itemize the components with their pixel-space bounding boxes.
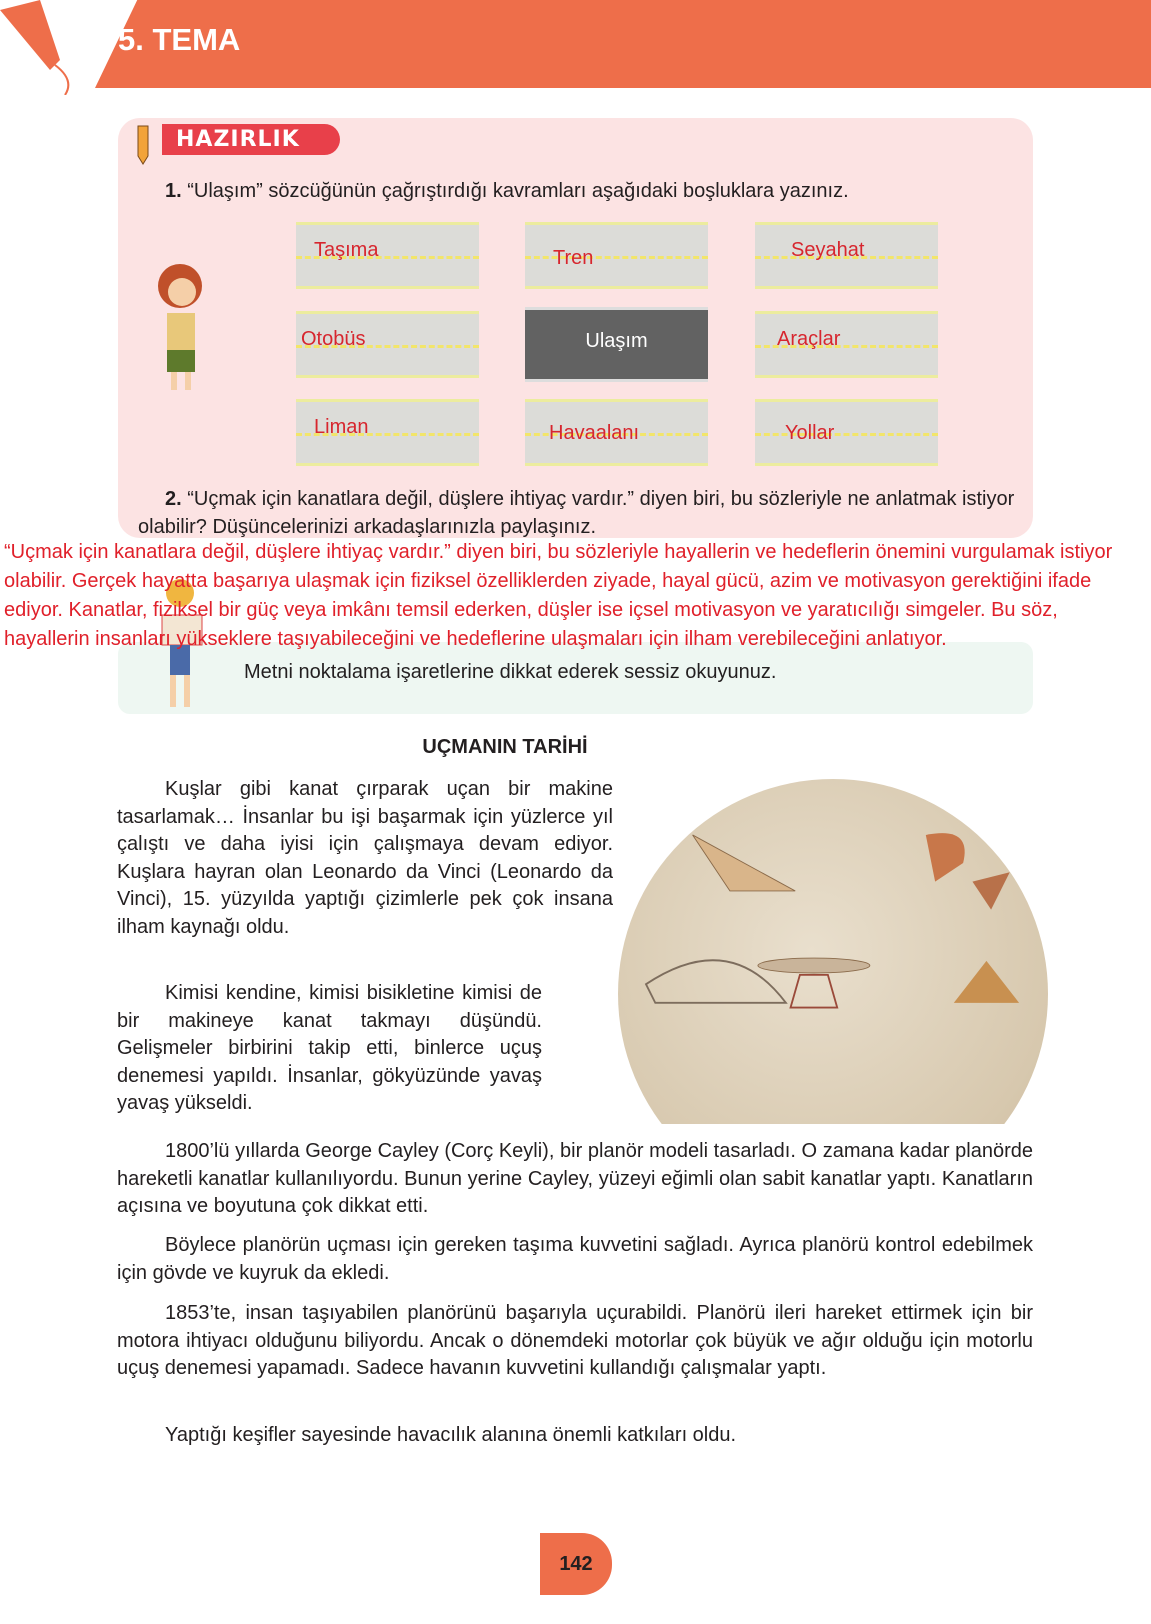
- article-title: UÇMANIN TARİHİ: [422, 736, 588, 758]
- word-cell-text: Taşıma: [314, 239, 379, 261]
- question-1-number: 1.: [165, 180, 182, 202]
- theme-title: 5. TEMA: [118, 22, 241, 57]
- boy-illustration: [145, 258, 215, 398]
- word-cell-text: Seyahat: [791, 239, 865, 261]
- page-number: 142: [559, 1553, 593, 1575]
- handwritten-answer: “Uçmak için kanatlara değil, düşlere ihtiyaç vardır.” diyen biri, bu sözleriyle hayallerin ve hedeflerin önemini vurgulamak istiyor olabilir. Gerçek hayatta başarıya ulaşmak için fiziksel özelliklerden ziyade, hayal gücü, azim ve motivasyon gerektiğini ifade ediyor. Kanatlar, fiziksel bir güç veya imkânı temsil ederken, düşler ise içsel motivasyon ve yaratıcılığı simgeler. Bu söz, hayallerin insanları yükseklere taşıyabileceğini ve hedeflerine ulaşmaları için ilham verebileceğini anlatıyor.: [4, 541, 1113, 650]
- question-2: [138, 485, 1018, 541]
- article-paragraph-4: Böylece planörün uçması için gereken taşıma kuvvetini sağladı. Ayrıca planörü kontrol edebilmek için gövde ve kuyruk da ekledi.: [117, 1234, 1033, 1284]
- word-cell-text: Otobüs: [301, 328, 366, 350]
- theme-header-bar: [95, 0, 1151, 88]
- word-cell[interactable]: [755, 399, 938, 466]
- word-cell[interactable]: [525, 399, 708, 466]
- word-cell[interactable]: [755, 222, 938, 289]
- question-1-text: “Ulaşım” sözcüğünün çağrıştırdığı kavramları aşağıdaki boşluklara yazınız.: [187, 180, 849, 202]
- word-cell[interactable]: [296, 399, 479, 466]
- word-cell[interactable]: [525, 222, 708, 289]
- word-cell[interactable]: [296, 311, 479, 378]
- badge-label: HAZIRLIK: [162, 124, 340, 155]
- word-cell[interactable]: [296, 222, 479, 289]
- center-word-text: Ulaşım: [585, 330, 648, 352]
- pencil-icon: [130, 122, 160, 166]
- article-paragraph-1: Kuşlar gibi kanat çırparak uçan bir makine tasarlamak… İnsanlar bu işi başarmak için yüzlerce yıl çalıştı ve daha iyisi için çalışmaya devam ediyor. Kuşlara hayran olan Leonardo da Vinci (Leonardo da Vinci), 15. yüzyılda yaptığı çizimlerle pek çok insana ilham kaynağı oldu.: [117, 778, 613, 938]
- word-cell-text: Araçlar: [777, 328, 841, 350]
- word-cell[interactable]: [755, 311, 938, 378]
- page-number-badge: [540, 1533, 612, 1595]
- reading-instruction: Metni noktalama işaretlerine dikkat ederek sessiz okuyunuz.: [244, 661, 777, 683]
- center-word-ulasim: [525, 307, 708, 382]
- word-cell-text: Tren: [553, 247, 594, 269]
- word-cell-text: Havaalanı: [549, 422, 640, 444]
- question-2-text: “Uçmak için kanatlara değil, düşlere ihtiyaç vardır.” diyen biri, bu sözleriyle ne anlatmak istiyor olabilir? Düşüncelerinizi arkadaşlarınızla paylaşınız.: [138, 488, 1015, 538]
- article-paragraph-5: 1853’te, insan taşıyabilen planörünü başarıyla uçurabildi. Planörü ileri hareket ettirmek için bir motora ihtiyacı olduğunu biliyordu. Ancak o dönemdeki motorlar çok büyük ve ağır olduğu için motorlu uçuş denemesi yapamadı. Sadece havanın kuvvetini kullandığı çalışmalar yaptı.: [117, 1302, 1033, 1379]
- pen-icon: [0, 0, 100, 95]
- word-cell-text: Yollar: [785, 422, 835, 444]
- question-2-number: 2.: [165, 488, 182, 510]
- article-paragraph-3: 1800’lü yıllarda George Cayley (Corç Keyli), bir planör modeli tasarladı. O zamana kadar planörde hareketli kanatlar kullanılıyordu. Bunun yerine Cayley, yüzeyi eğimli olan sabit kanatlar yaptı. Kanatların açısına ve boyutuna çok dikkat etti.: [117, 1140, 1033, 1217]
- word-cell-text: Liman: [314, 416, 369, 438]
- hazirlik-badge: [130, 122, 310, 158]
- article-paragraph-2: Kimisi kendine, kimisi bisikletine kimisi de bir makineye kanat takmayı düşündü. Gelişmeler birbirini takip etti, binlerce uçuş denemesi yapıldı. İnsanlar, gökyüzünde yavaş yavaş yükseldi.: [117, 982, 542, 1114]
- article-paragraph-6: Yaptığı keşifler sayesinde havacılık alanına önemli katkıları oldu.: [165, 1424, 737, 1446]
- question-1: [165, 177, 849, 205]
